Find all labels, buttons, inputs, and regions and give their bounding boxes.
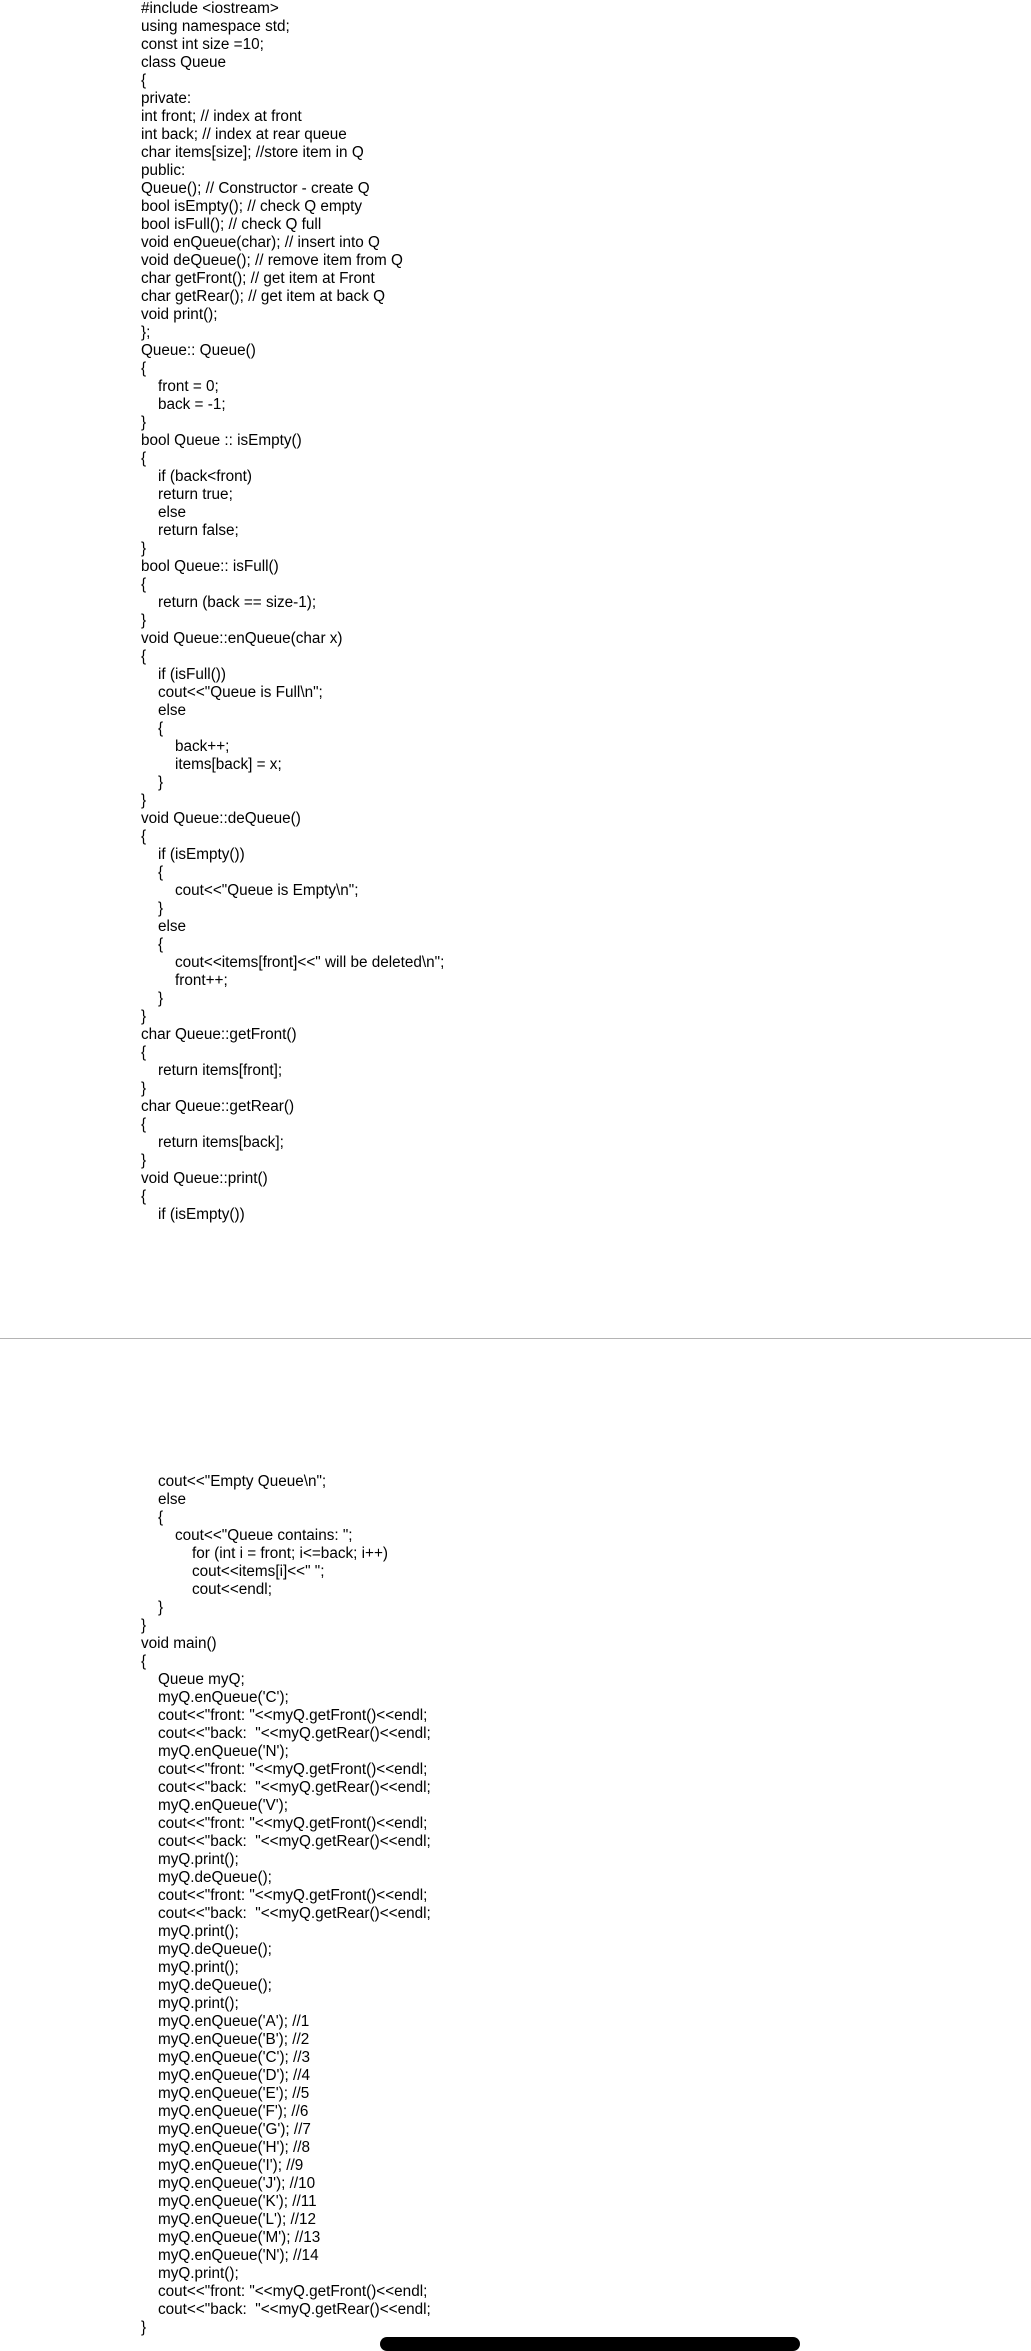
code-line: bool Queue:: isFull(): [141, 558, 279, 575]
code-line: cout<<"front: "<<myQ.getFront()<<endl;: [141, 1761, 428, 1778]
code-line: myQ.print();: [141, 2265, 239, 2282]
code-line: char getRear(); // get item at back Q: [141, 288, 385, 305]
code-line: cout<<"Queue is Empty\n";: [141, 882, 359, 899]
code-line: {: [141, 72, 147, 89]
code-line: }: [141, 2319, 147, 2336]
code-line: cout<<"front: "<<myQ.getFront()<<endl;: [141, 1707, 428, 1724]
code-line: return items[back];: [141, 1134, 284, 1151]
code-line: myQ.print();: [141, 1959, 239, 1976]
code-line: myQ.deQueue();: [141, 1977, 272, 1994]
code-line: }: [141, 1152, 147, 1169]
code-line: cout<<endl;: [141, 1581, 272, 1598]
code-line: }: [141, 774, 164, 791]
code-line: int front; // index at front: [141, 108, 302, 125]
code-line: myQ.deQueue();: [141, 1941, 272, 1958]
code-line: else: [141, 702, 187, 719]
code-line: void Queue::deQueue(): [141, 810, 301, 827]
code-line: }: [141, 792, 147, 809]
code-line: {: [141, 1509, 164, 1526]
code-line: cout<<items[front]<<" will be deleted\n";: [141, 954, 445, 971]
code-listing-part-2: [141, 1473, 431, 2337]
code-line: void Queue::enQueue(char x): [141, 630, 343, 647]
code-line: front++;: [141, 972, 228, 989]
code-line: bool isFull(); // check Q full: [141, 216, 322, 233]
code-line: const int size =10;: [141, 36, 264, 53]
code-line: void main(): [141, 1635, 217, 1652]
code-line: {: [141, 1116, 147, 1133]
code-line: Queue:: Queue(): [141, 342, 256, 359]
code-line: cout<<"front: "<<myQ.getFront()<<endl;: [141, 1887, 428, 1904]
code-line: char getFront(); // get item at Front: [141, 270, 375, 287]
code-line: {: [141, 648, 147, 665]
code-line: bool isEmpty(); // check Q empty: [141, 198, 363, 215]
code-line: myQ.enQueue('M'); //13: [141, 2229, 321, 2246]
code-line: void Queue::print(): [141, 1170, 268, 1187]
code-line: {: [141, 1653, 147, 1670]
code-line: cout<<"back: "<<myQ.getRear()<<endl;: [141, 1905, 431, 1922]
code-line: {: [141, 864, 164, 881]
code-line: for (int i = front; i<=back; i++): [141, 1545, 388, 1562]
code-line: }: [141, 1008, 147, 1025]
code-line: public:: [141, 162, 186, 179]
document-page-2: [0, 1339, 1031, 2347]
code-line: {: [141, 360, 147, 377]
code-line: myQ.enQueue('C');: [141, 1689, 289, 1706]
code-line: return (back == size-1);: [141, 594, 317, 611]
code-line: cout<<"front: "<<myQ.getFront()<<endl;: [141, 2283, 428, 2300]
code-line: void print();: [141, 306, 218, 323]
code-line: myQ.enQueue('V');: [141, 1797, 288, 1814]
code-line: char Queue::getFront(): [141, 1026, 297, 1043]
code-line: myQ.print();: [141, 1995, 239, 2012]
code-line: else: [141, 1491, 187, 1508]
code-line: cout<<"back: "<<myQ.getRear()<<endl;: [141, 1833, 431, 1850]
code-line: myQ.enQueue('E'); //5: [141, 2085, 310, 2102]
code-line: {: [141, 936, 164, 953]
code-line: }: [141, 414, 147, 431]
code-line: cout<<"Queue is Full\n";: [141, 684, 323, 701]
code-line: char items[size]; //store item in Q: [141, 144, 364, 161]
code-line: using namespace std;: [141, 18, 290, 35]
code-line: {: [141, 1044, 147, 1061]
code-line: void deQueue(); // remove item from Q: [141, 252, 403, 269]
code-line: myQ.enQueue('G'); //7: [141, 2121, 311, 2138]
code-line: }: [141, 900, 164, 917]
code-line: cout<<"Empty Queue\n";: [141, 1473, 327, 1490]
code-line: char Queue::getRear(): [141, 1098, 295, 1115]
code-line: if (isFull()): [141, 666, 226, 683]
code-line: };: [141, 324, 151, 341]
code-line: Queue myQ;: [141, 1671, 245, 1688]
code-line: myQ.print();: [141, 1851, 239, 1868]
code-line: }: [141, 540, 147, 557]
code-line: if (isEmpty()): [141, 846, 245, 863]
code-line: myQ.enQueue('J'); //10: [141, 2175, 316, 2192]
code-line: {: [141, 828, 147, 845]
code-line: myQ.enQueue('D'); //4: [141, 2067, 311, 2084]
code-line: myQ.print();: [141, 1923, 239, 1940]
code-line: myQ.enQueue('A'); //1: [141, 2013, 310, 2030]
code-line: }: [141, 1617, 147, 1634]
code-line: myQ.enQueue('B'); //2: [141, 2031, 310, 2048]
code-line: back = -1;: [141, 396, 226, 413]
code-line: cout<<items[i]<<" ";: [141, 1563, 325, 1580]
code-line: if (isEmpty()): [141, 1206, 245, 1223]
code-line: {: [141, 576, 147, 593]
code-line: }: [141, 1080, 147, 1097]
code-line: cout<<"front: "<<myQ.getFront()<<endl;: [141, 1815, 428, 1832]
code-line: {: [141, 450, 147, 467]
code-line: return true;: [141, 486, 233, 503]
code-line: #include <iostream>: [141, 0, 279, 17]
code-line: myQ.enQueue('C'); //3: [141, 2049, 311, 2066]
code-line: }: [141, 990, 164, 1007]
code-line: front = 0;: [141, 378, 219, 395]
code-listing-part-1: [141, 0, 444, 1224]
code-line: myQ.enQueue('H'); //8: [141, 2139, 311, 2156]
code-line: else: [141, 504, 187, 521]
code-line: items[back] = x;: [141, 756, 282, 773]
code-line: private:: [141, 90, 192, 107]
code-line: {: [141, 1188, 147, 1205]
code-line: cout<<"back: "<<myQ.getRear()<<endl;: [141, 2301, 431, 2318]
code-line: int back; // index at rear queue: [141, 126, 347, 143]
code-line: cout<<"Queue contains: ";: [141, 1527, 353, 1544]
code-line: myQ.enQueue('L'); //12: [141, 2211, 317, 2228]
code-line: cout<<"back: "<<myQ.getRear()<<endl;: [141, 1725, 431, 1742]
code-line: Queue(); // Constructor - create Q: [141, 180, 370, 197]
code-line: class Queue: [141, 54, 227, 71]
code-line: }: [141, 612, 147, 629]
code-line: return false;: [141, 522, 239, 539]
code-line: myQ.enQueue('K'); //11: [141, 2193, 317, 2210]
code-line: back++;: [141, 738, 230, 755]
code-line: myQ.enQueue('N');: [141, 1743, 289, 1760]
code-line: return items[front];: [141, 1062, 283, 1079]
code-line: myQ.enQueue('N'); //14: [141, 2247, 319, 2264]
code-line: }: [141, 1599, 164, 1616]
code-line: void enQueue(char); // insert into Q: [141, 234, 380, 251]
home-indicator-bar[interactable]: [380, 2337, 800, 2351]
code-line: {: [141, 720, 164, 737]
code-line: myQ.deQueue();: [141, 1869, 272, 1886]
code-line: bool Queue :: isEmpty(): [141, 432, 302, 449]
code-line: cout<<"back: "<<myQ.getRear()<<endl;: [141, 1779, 431, 1796]
code-line: else: [141, 918, 187, 935]
code-line: myQ.enQueue('F'); //6: [141, 2103, 309, 2120]
code-line: myQ.enQueue('I'); //9: [141, 2157, 304, 2174]
code-line: if (back<front): [141, 468, 252, 485]
